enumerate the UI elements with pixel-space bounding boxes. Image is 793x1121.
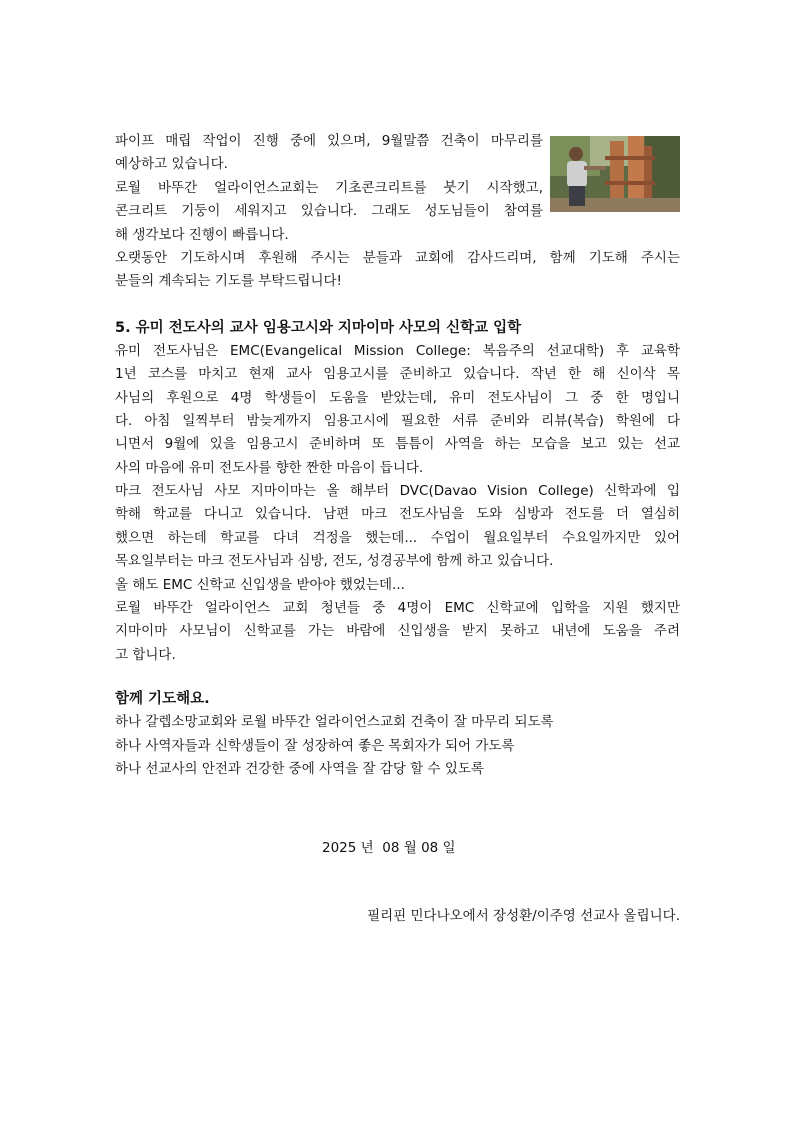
intro-line: 예상하고 있습니다. bbox=[115, 156, 228, 173]
intro-line: 오랫동안 기도하시며 후원해 주시는 분들과 교회에 감사드리며, 함께 기도해 주시는 bbox=[115, 249, 680, 266]
section-line: 올 해도 EMC 신학교 신입생을 받아야 했었는데... bbox=[115, 576, 405, 593]
section-heading: 5. 유미 전도사의 교사 임용고시와 지마이마 사모의 신학교 입학 bbox=[115, 319, 522, 336]
section-line: 학해 학교를 다니고 있습니다. 남편 마크 전도사님을 도와 심방과 전도를 더 열심히 bbox=[115, 506, 680, 523]
section-line: 로월 바뚜간 얼라이언스 교회 청년들 중 4명이 EMC 신학교에 입학을 지원 했지만 bbox=[115, 600, 680, 617]
section-line: 유미 전도사님은 EMC(Evangelical Mission College: 복음주의 선교대학) 후 교육학 bbox=[115, 342, 680, 359]
prayer-section bbox=[115, 688, 680, 781]
prayer-item: 하나 갈렙소망교회와 로월 바뚜간 얼라이언스교회 건축이 잘 마무리 되도록 bbox=[115, 714, 554, 731]
intro-line: 파이프 매립 작업이 진행 중에 있으며, 9월말쯤 건축이 마무리를 bbox=[115, 133, 543, 149]
intro-line: 해 생각보다 진행이 빠릅니다. bbox=[115, 226, 289, 243]
section-line: 고 합니다. bbox=[115, 646, 176, 663]
section-5 bbox=[115, 317, 680, 667]
intro-line: 로월 바뚜간 얼라이언스교회는 기초콘크리트를 붓기 시작했고, bbox=[115, 179, 543, 196]
construction-photo bbox=[550, 136, 680, 212]
section-line: 지마이마 사모님이 신학교를 가는 바람에 신입생을 받지 못하고 내년에 도움을 주려 bbox=[115, 623, 680, 640]
section-line: 1년 코스를 마치고 현재 교사 임용고시를 준비하고 있습니다. 작년 한 해 신이삭 목 bbox=[115, 366, 680, 383]
prayer-item: 하나 사역자들과 신학생들이 잘 성장하여 좋은 목회자가 되어 가도록 bbox=[115, 737, 515, 754]
letter-body bbox=[115, 130, 680, 781]
letter-signature: 필리핀 민다나오에서 장성환/이주영 선교사 올립니다. bbox=[367, 908, 680, 924]
section-line: 목요일부터는 마크 전도사님과 심방, 전도, 성경공부에 함께 하고 있습니다. bbox=[115, 553, 554, 570]
prayer-heading: 함께 기도해요. bbox=[115, 691, 210, 708]
section-line: 했으면 하는데 학교를 다녀 걱정을 했는데... 수업이 월요일부터 수요일까지만 있어 bbox=[115, 529, 680, 546]
prayer-item: 하나 선교사의 안전과 건강한 중에 사역을 잘 감당 할 수 있도록 bbox=[115, 760, 484, 777]
section-line: 다. 아침 일찍부터 밤늦게까지 임용고시에 필요한 서류 준비와 리뷰(복습) 학원에 다 bbox=[115, 412, 680, 429]
letter-date: 2025 년 08 월 08 일 bbox=[322, 840, 456, 856]
intro-paragraph bbox=[115, 130, 680, 294]
section-line: 마크 전도사님 사모 지마이마는 올 해부터 DVC(Davao Vision College) 신학과에 입 bbox=[115, 483, 680, 500]
section-line: 니면서 9월에 있을 임용고시 준비하며 또 틈틈이 사역을 하는 모습을 보고 있는 선교 bbox=[115, 436, 680, 453]
intro-line: 콘크리트 기둥이 세워지고 있습니다. 그래도 성도님들이 참여를 bbox=[115, 203, 543, 220]
section-line: 사의 마음에 유미 전도사를 향한 짠한 마음이 듭니다. bbox=[115, 459, 424, 476]
section-line: 사님의 후원으로 4명 학생들이 도움을 받았는데, 유미 전도사님이 그 중 한 명입니 bbox=[115, 389, 680, 406]
intro-line: 분들의 계속되는 기도를 부탁드립니다! bbox=[115, 273, 342, 290]
